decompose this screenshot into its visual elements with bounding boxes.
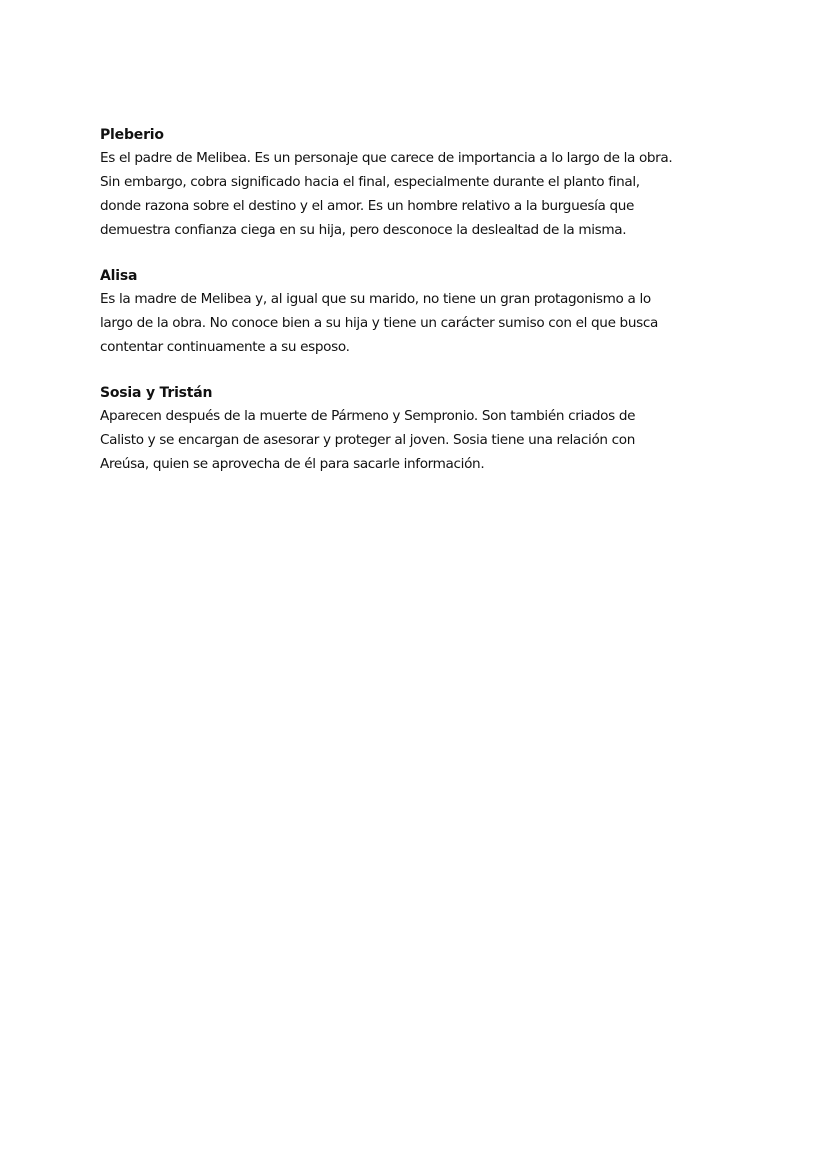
paragraph-line: Aparecen después de la muerte de Pármeno y Sempronio. Son también criados de <box>100 408 636 424</box>
section-title: Sosia y Tristán <box>100 385 213 401</box>
paragraph-line: Es el padre de Melibea. Es un personaje que carece de importancia a lo largo de la obra. <box>100 150 673 166</box>
section-pleberio <box>100 124 740 242</box>
section-sosia-tristan <box>100 382 740 476</box>
paragraph-line: Calisto y se encargan de asesorar y proteger al joven. Sosia tiene una relación con <box>100 432 636 448</box>
paragraph-line: Sin embargo, cobra significado hacia el final, especialmente durante el planto final, <box>100 174 640 190</box>
section-alisa <box>100 265 740 359</box>
paragraph-line: Es la madre de Melibea y, al igual que su marido, no tiene un gran protagonismo a lo <box>100 291 651 307</box>
section-title: Pleberio <box>100 127 164 143</box>
paragraph-line: Areúsa, quien se aprovecha de él para sacarle información. <box>100 456 485 472</box>
document-page <box>100 124 740 499</box>
paragraph-line: contentar continuamente a su esposo. <box>100 339 350 355</box>
section-title: Alisa <box>100 268 138 284</box>
paragraph-line: donde razona sobre el destino y el amor. Es un hombre relativo a la burguesía que <box>100 198 635 214</box>
paragraph-line: demuestra confianza ciega en su hija, pero desconoce la deslealtad de la misma. <box>100 222 627 238</box>
paragraph-line: largo de la obra. No conoce bien a su hija y tiene un carácter sumiso con el que busca <box>100 315 658 331</box>
